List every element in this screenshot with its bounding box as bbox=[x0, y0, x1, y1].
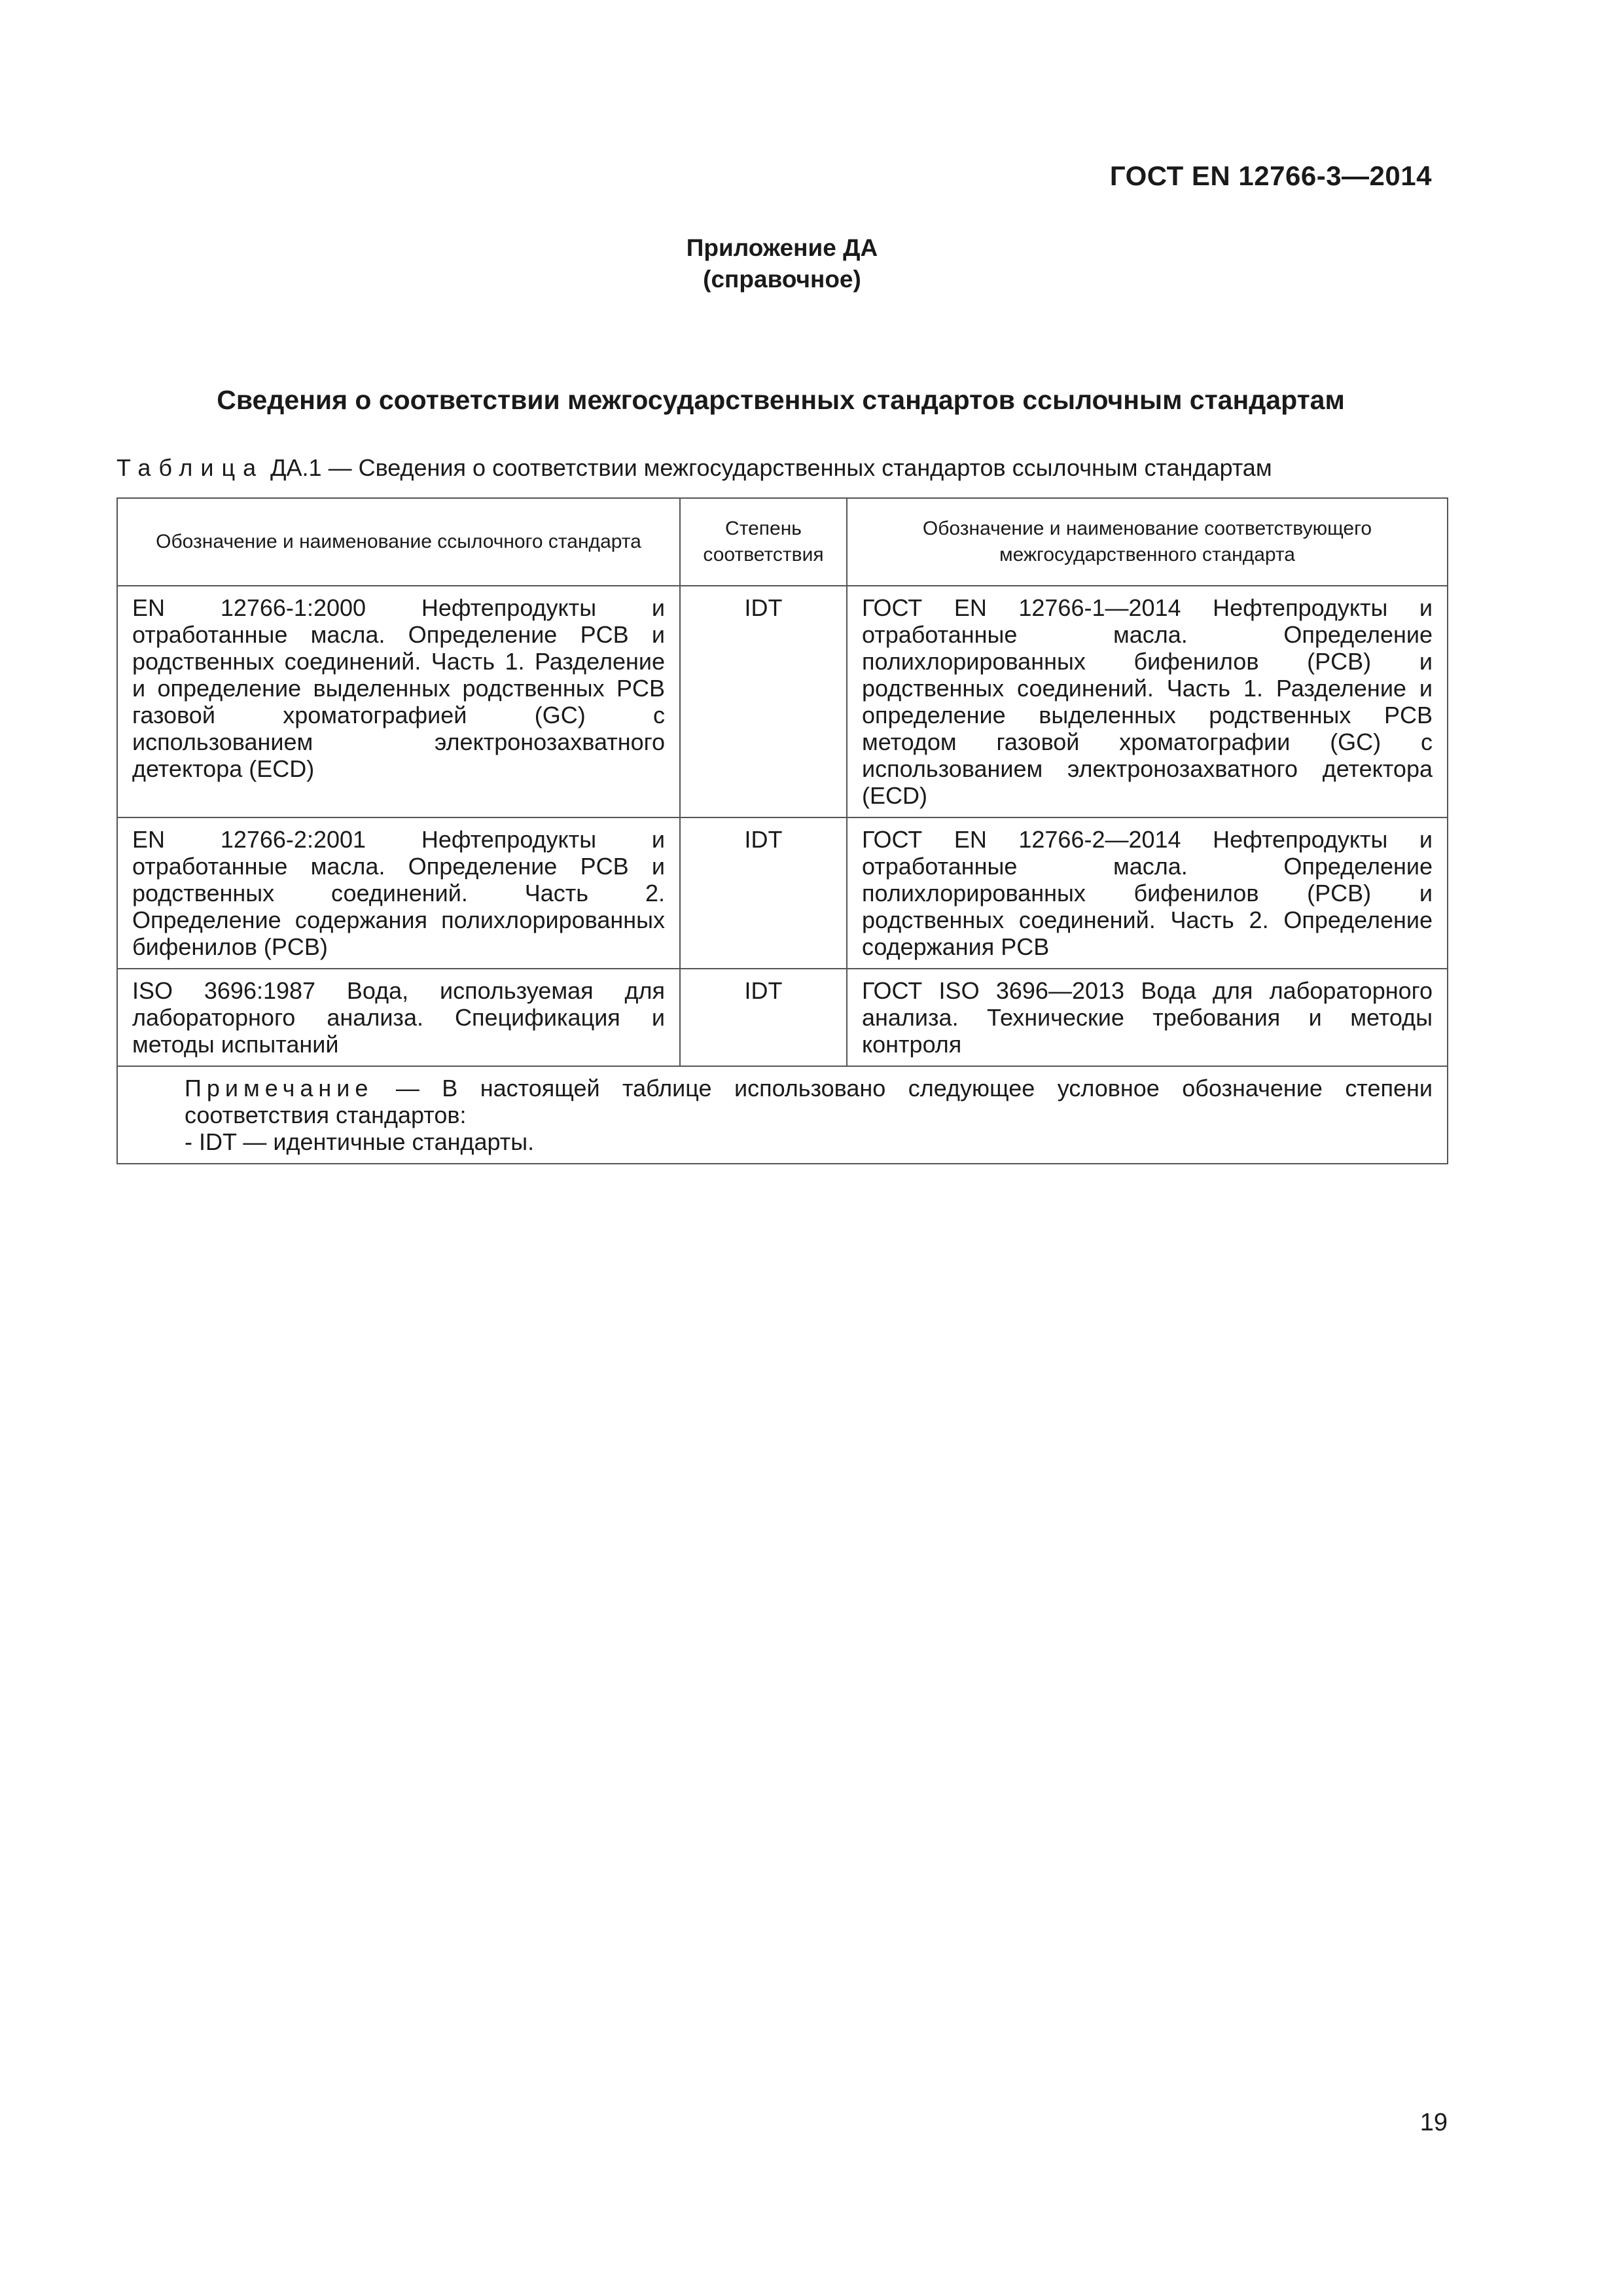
interstate-standard-cell: ГОСТ EN 12766-1—2014 Нефтепродукты и отработанные масла. Определение полихлорированных бифенилов (PCB) и родственных соединений. Часть 1. Разделение и определение выделенных родственных PCB методом газовой хроматографии (GC) с использованием электронозахватного детектора (ECD) bbox=[847, 586, 1448, 817]
table-caption-text: ДА.1 — Сведения о соответствии межгосударственных стандартов ссылочным стандартам bbox=[264, 454, 1272, 481]
note-label: Примечание bbox=[185, 1075, 374, 1102]
table-note-row bbox=[117, 1066, 1448, 1164]
degree-cell: IDT bbox=[680, 817, 847, 969]
table-row bbox=[117, 817, 1448, 969]
table-row bbox=[117, 586, 1448, 817]
degree-cell: IDT bbox=[680, 586, 847, 817]
table-note bbox=[117, 1066, 1448, 1164]
reference-standard-cell: EN 12766-2:2001 Нефтепродукты и отработанные масла. Определение PCB и родственных соединений. Часть 2. Определение содержания полихлорированных бифенилов (PCB) bbox=[117, 817, 680, 969]
table-caption bbox=[116, 454, 1272, 482]
degree-cell: IDT bbox=[680, 969, 847, 1066]
column-header-reference: Обозначение и наименование ссылочного стандарта bbox=[117, 498, 680, 586]
note-item: - IDT — идентичные стандарты. bbox=[185, 1128, 535, 1155]
document-code: ГОСТ EN 12766-3—2014 bbox=[1109, 160, 1432, 191]
reference-standard-cell: EN 12766-1:2000 Нефтепродукты и отработанные масла. Определение PCB и родственных соединений. Часть 1. Разделение и определение выделенных родственных PCB газовой хроматографией (GC) с использованием электронозахватного детектора (ECD) bbox=[117, 586, 680, 817]
section-heading: Сведения о соответствии межгосударственных стандартов ссылочным стандартам bbox=[217, 385, 1345, 415]
reference-standard-cell: ISO 3696:1987 Вода, используемая для лабораторного анализа. Спецификация и методы испытаний bbox=[117, 969, 680, 1066]
note-text bbox=[132, 1075, 1433, 1128]
table-caption-label: Таблица bbox=[116, 454, 264, 481]
interstate-standard-cell: ГОСТ EN 12766-2—2014 Нефтепродукты и отработанные масла. Определение полихлорированных бифенилов (PCB) и родственных соединений. Часть 2. Определение содержания PCB bbox=[847, 817, 1448, 969]
interstate-standard-cell: ГОСТ ISO 3696—2013 Вода для лабораторного анализа. Технические требования и методы контроля bbox=[847, 969, 1448, 1066]
table-row bbox=[117, 969, 1448, 1066]
column-header-interstate: Обозначение и наименование соответствующего межгосударственного стандарта bbox=[847, 498, 1448, 586]
annex-status: (справочное) bbox=[703, 266, 861, 293]
table-header-row bbox=[117, 498, 1448, 586]
column-header-degree: Степень соответствия bbox=[680, 498, 847, 586]
annex-title bbox=[0, 232, 1564, 295]
annex-name: Приложение ДА bbox=[686, 234, 878, 261]
correspondence-table bbox=[116, 497, 1448, 1164]
page-number: 19 bbox=[1419, 2109, 1448, 2136]
note-body: — В настоящей таблице использовано следующее условное обозначение степени соответствия стандартов: bbox=[185, 1075, 1433, 1128]
